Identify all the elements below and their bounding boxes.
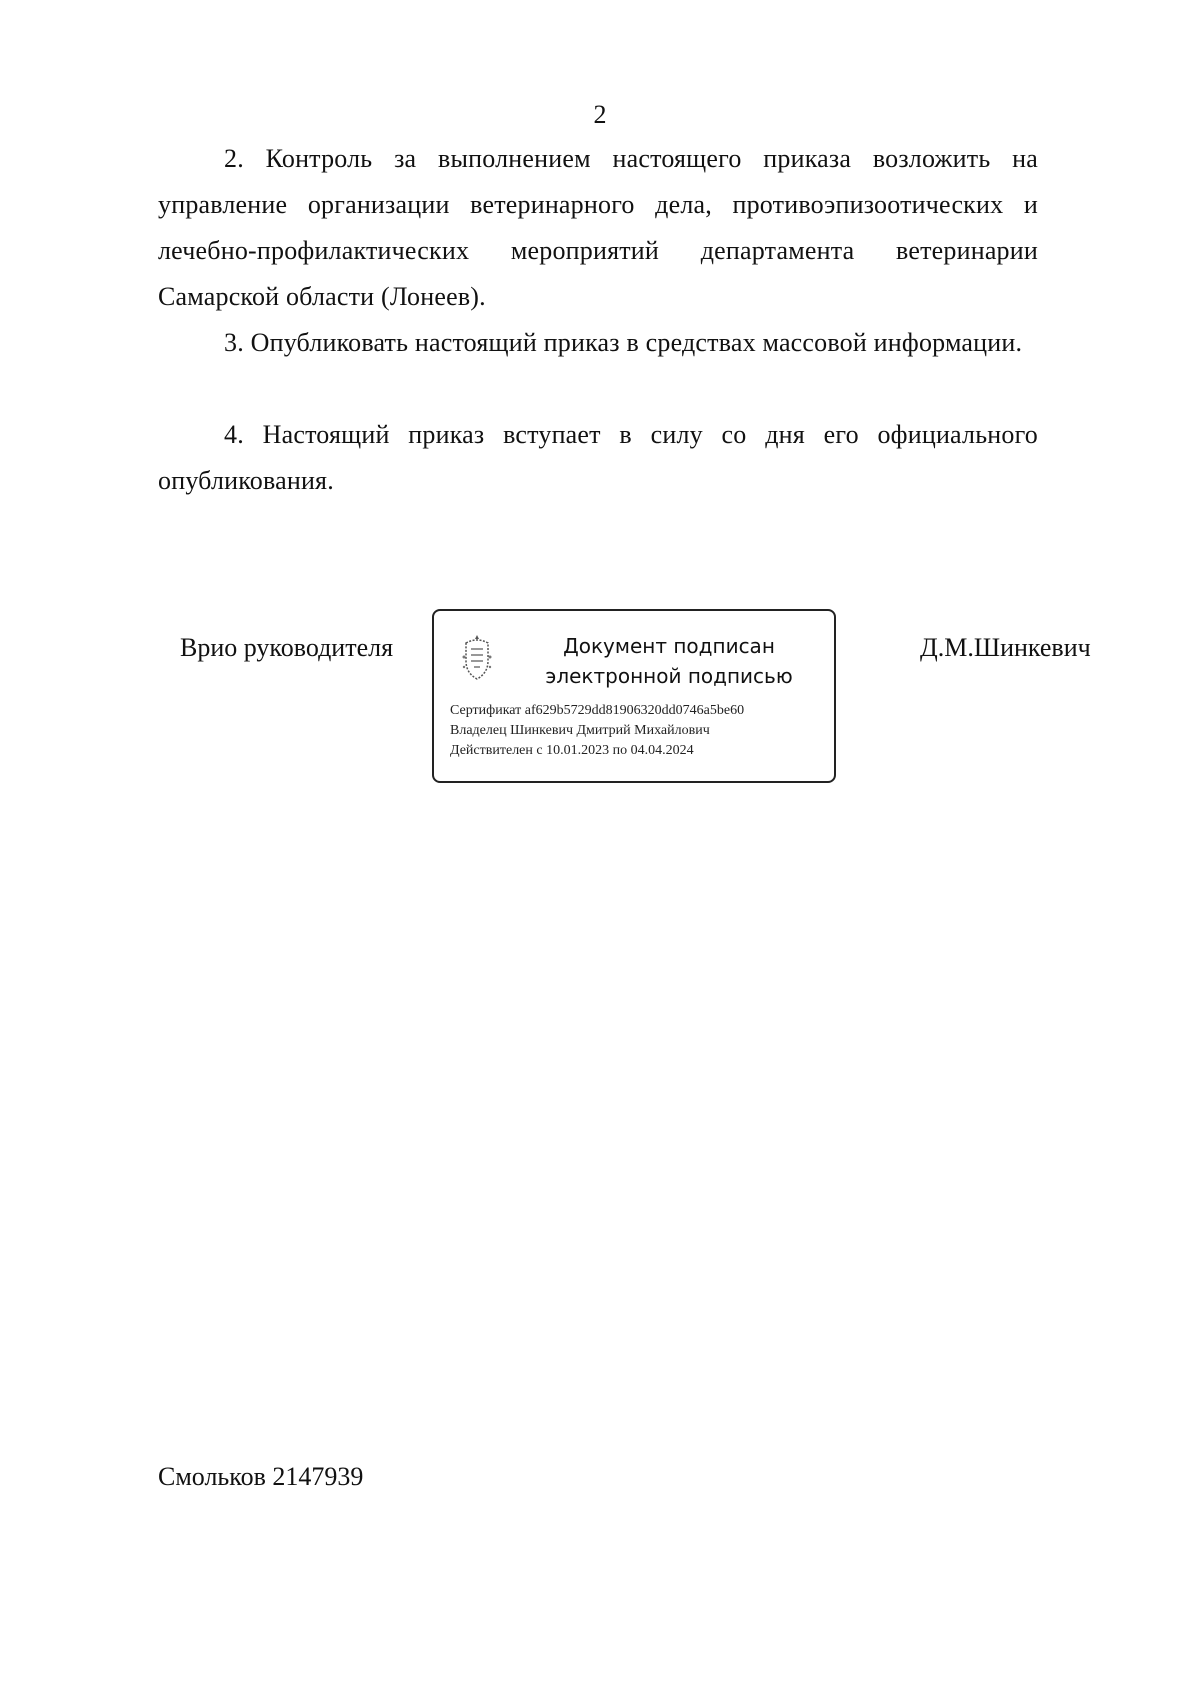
coat-of-arms-icon: [460, 633, 494, 681]
stamp-owner: Владелец Шинкевич Дмитрий Михайлович: [450, 723, 710, 738]
stamp-validity: Действителен с 10.01.2023 по 04.04.2024: [450, 743, 694, 758]
paragraph-item-4: 4. Настоящий приказ вступает в силу со дня его официального опубликования.: [158, 420, 1038, 495]
stamp-certificate: Сертификат af629b5729dd81906320dd0746a5be60: [450, 703, 745, 718]
executor-note: Смольков 2147939: [158, 1462, 364, 1491]
electronic-signature-stamp: [432, 609, 836, 783]
page-number: 2: [593, 100, 607, 129]
stamp-title-line-1: Документ подписан: [563, 634, 775, 658]
stamp-title-line-2: электронной подписью: [545, 664, 793, 688]
paragraph-item-3: 3. Опубликовать настоящий приказ в средствах массовой информации.: [224, 328, 1023, 357]
signer-position: Врио руководителя: [180, 633, 394, 662]
stamp-details: [450, 701, 744, 761]
signer-name: Д.М.Шинкевич: [920, 633, 1091, 662]
stamp-title: [544, 631, 794, 691]
paragraph-item-2: 2. Контроль за выполнением настоящего приказа возложить на управление организации ветеринарного дела, противоэпизоотических и лечебно-профилактических мероприятий департамента ветеринарии Самарской области (Лонеев).: [158, 144, 1038, 311]
